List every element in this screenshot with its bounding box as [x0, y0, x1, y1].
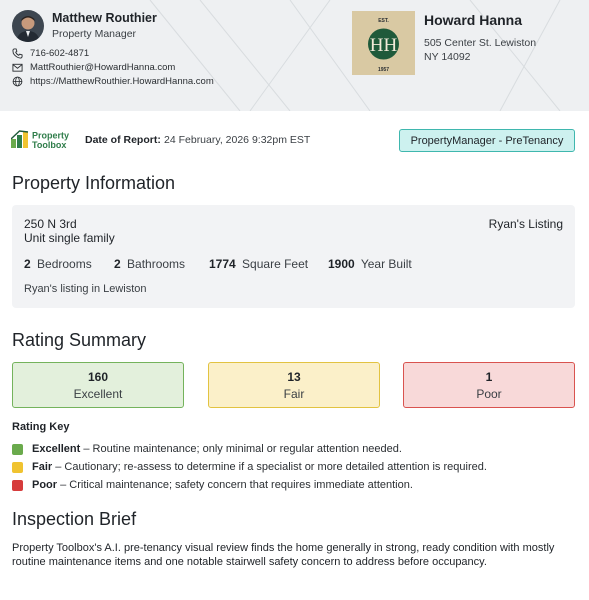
rating-fair-label: Fair	[283, 387, 305, 401]
rating-fair-count: 13	[287, 370, 301, 384]
rating-key-excellent-desc: – Routine maintenance; only minimal or regular attention needed.	[80, 443, 402, 455]
mail-icon	[12, 62, 23, 73]
stat-square-feet-label: Square Feet	[242, 257, 309, 271]
property-card	[12, 205, 575, 308]
brokerage-address-line1: 505 Center St. Lewiston	[424, 37, 537, 49]
rating-box-excellent	[12, 362, 184, 408]
agent-website[interactable]	[12, 76, 214, 87]
fair-swatch	[12, 462, 23, 473]
property-toolbox-logo-line2: Toolbox	[32, 140, 67, 150]
report-date-label: Date of Report:	[85, 134, 161, 146]
property-unit: Unit single family	[24, 231, 115, 245]
stat-bathrooms	[114, 257, 185, 271]
stat-bathrooms-value: 2	[114, 257, 121, 271]
agent-role: Property Manager	[52, 28, 137, 40]
rating-key-excellent-term: Excellent	[32, 443, 81, 455]
property-note: Ryan's listing in Lewiston	[24, 283, 147, 295]
stat-bathrooms-label: Bathrooms	[127, 257, 186, 271]
brokerage-name: Howard Hanna	[424, 12, 523, 28]
stat-bedrooms-label: Bedrooms	[37, 257, 92, 271]
agent-website-text: https://MatthewRouthier.HowardHanna.com	[30, 76, 214, 87]
rating-key-fair	[12, 461, 487, 473]
rating-excellent-count: 160	[87, 370, 109, 384]
rating-box-poor	[403, 362, 575, 408]
stat-square-feet-value: 1774	[209, 257, 236, 271]
rating-key-poor-term: Poor	[32, 479, 58, 491]
property-toolbox-logo-line1: Property	[32, 130, 70, 141]
agent-email[interactable]	[12, 62, 175, 73]
logo-monogram: HH	[369, 35, 398, 56]
rating-key-fair-desc: – Cautionary; re-assess to determine if a specialist or more detailed attention is required.	[52, 461, 487, 473]
rating-poor-label: Poor	[476, 387, 502, 401]
excellent-swatch	[12, 444, 23, 455]
property-toolbox-logo	[11, 129, 79, 151]
rating-excellent-label: Excellent	[73, 387, 123, 401]
stat-year-built-label: Year Built	[360, 257, 412, 271]
report-header	[0, 0, 589, 111]
agent-email-text: MattRouthier@HowardHanna.com	[30, 62, 176, 73]
brokerage-logo	[352, 11, 415, 75]
stat-bedrooms-value: 2	[24, 257, 31, 271]
agent-name: Matthew Routhier	[52, 11, 157, 25]
rating-key-poor	[12, 479, 413, 491]
stat-bedrooms	[24, 257, 92, 271]
rating-key-excellent	[12, 443, 402, 455]
agent-avatar	[12, 10, 44, 42]
logo-year: 1957	[377, 67, 390, 73]
rating-box-fair	[208, 362, 380, 408]
inspection-brief-heading: Inspection Brief	[12, 509, 137, 529]
agent-phone-text: 716-602-4871	[30, 48, 90, 59]
property-street: 250 N 3rd	[24, 217, 77, 231]
stat-square-feet	[209, 257, 308, 271]
rating-summary-heading: Rating Summary	[12, 330, 147, 350]
brokerage-address-line2: NY 14092	[424, 51, 471, 63]
rating-key-poor-desc: – Critical maintenance; safety concern that requires immediate attention.	[57, 479, 413, 491]
report-type-badge: PropertyManager - PreTenancy	[399, 129, 575, 152]
stat-year-built	[328, 257, 412, 271]
agent-phone[interactable]	[12, 48, 89, 59]
logo-est: EST.	[378, 18, 389, 24]
report-date-value: 24 February, 2026 9:32pm EST	[164, 134, 311, 146]
globe-icon	[12, 76, 23, 87]
poor-swatch	[12, 480, 23, 491]
listing-name: Ryan's Listing	[488, 217, 563, 231]
rating-poor-count: 1	[485, 370, 493, 384]
inspection-brief-text: Property Toolbox's A.I. pre-tenancy visual review finds the home generally in strong, ready condition with mostly routine maintenance items and one notable stairwell safety concern to address before occupancy.	[12, 542, 555, 568]
rating-key-fair-term: Fair	[32, 461, 53, 473]
phone-icon	[12, 48, 23, 59]
property-information-heading: Property Information	[12, 173, 176, 193]
rating-key-title: Rating Key	[12, 421, 70, 433]
stat-year-built-value: 1900	[328, 257, 355, 271]
